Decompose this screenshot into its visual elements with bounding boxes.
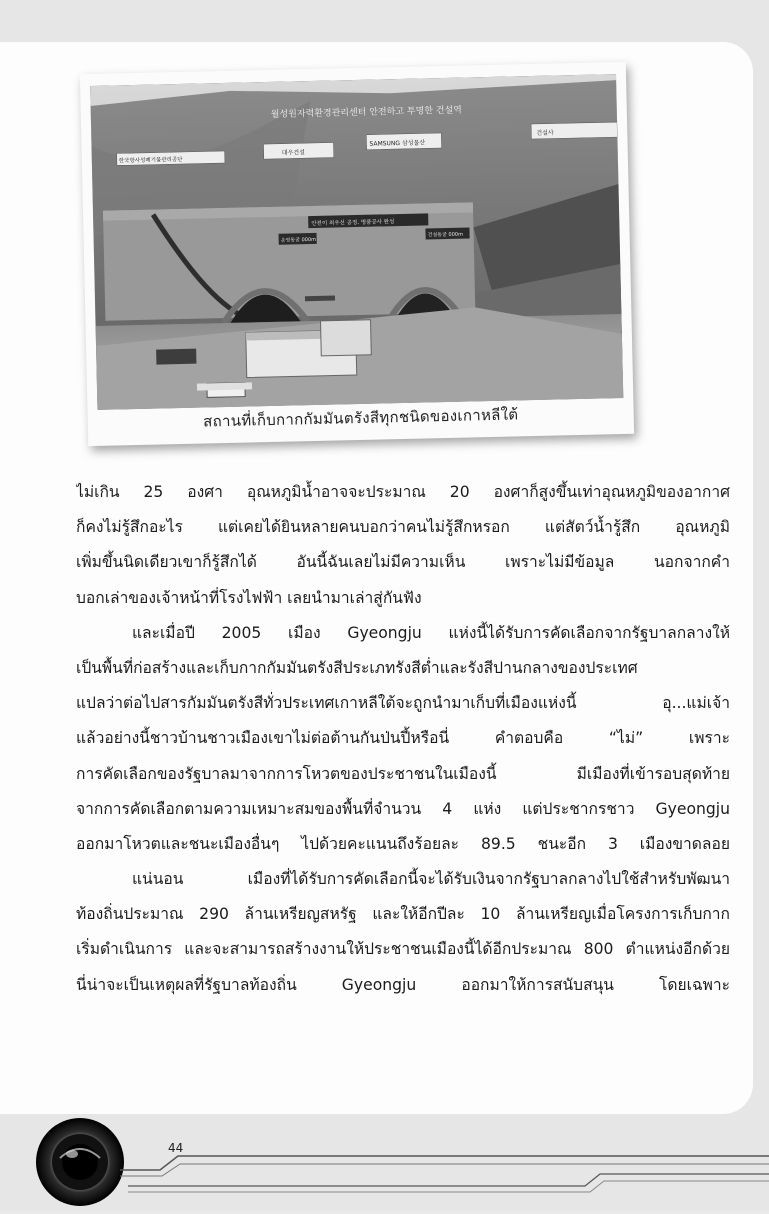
tunnel-photo-illustration <box>90 74 623 410</box>
footer-rule-lines <box>120 1156 769 1192</box>
photo-caption: สถานที่เก็บกากกัมมันตรังสีทุกชนิดของเกาหลีใต้ <box>202 405 519 431</box>
paragraph-1 <box>76 475 730 616</box>
paragraph-3 <box>76 862 730 1003</box>
text-line: แน่นอน เมืองที่ได้รับการคัดเลือกนี้จะได้รับเงินจากรัฐบาลกลางไปใช้สำหรับพัฒนา <box>132 870 730 889</box>
text-line: ไม่เกิน 25 องศา อุณหภูมิน้ำอาจจะประมาณ 20 องศาก็สูงขึ้นเท่าอุณหภูมิของอากาศ <box>76 483 730 501</box>
text-line: แล้วอย่างนี้ชาวบ้านชาวเมืองเขาไม่ต่อต้านกันป่นปี้หรือนี่ คำตอบคือ “ไม่” เพราะ <box>76 729 730 748</box>
footer-decoration <box>0 1110 769 1210</box>
text-line: ก็คงไม่รู้สึกอะไร แต่เคยได้ยินหลายคนบอกว่าคนไม่รู้สึกหรอก แต่สัตว์น้ำรู้สึก อุณหภูมิ <box>76 518 730 537</box>
counter-left-text: 운영동굴 000m <box>280 236 317 244</box>
paragraph-2 <box>76 616 730 862</box>
body-text <box>76 475 730 1003</box>
counter-right-text: 건설동굴 000m <box>427 231 463 239</box>
sign-1-text: 한국방사성폐기물관리공단 <box>118 156 183 165</box>
tunnel-banner-text: 안전이 최우선 공정. 명품공사 완성 <box>311 219 395 228</box>
sign-2-text: 대우건설 <box>281 149 305 157</box>
banner-top-text: 월성원자력환경관리센터 안전하고 투명한 건설역 <box>270 105 463 120</box>
page-footer <box>0 1110 769 1210</box>
text-line: บอกเล่าของเจ้าหน้าที่โรงไฟฟ้า เลยนำมาเล่าสู่กันฟัง <box>76 588 422 607</box>
text-line: เป็นพื้นที่ก่อสร้างและเก็บกากกัมมันตรังสีประเภทรังสีต่ำและรังสีปานกลางของประเทศ <box>76 658 638 677</box>
sign-3-text: SAMSUNG 삼성물산 <box>369 139 426 148</box>
photo-figure <box>80 62 634 446</box>
page-number: 44 <box>168 1141 184 1155</box>
text-line: นี่น่าจะเป็นเหตุผลที่รัฐบาลท้องถิ่น Gyeongju ออกมาให้การสนับสนุน โดยเฉพาะ <box>76 975 730 994</box>
text-line: ท้องถิ่นประมาณ 290 ล้านเหรียญสหรัฐ และให้อีกปีละ 10 ล้านเหรียญเมื่อโครงการเก็บกาก <box>76 905 730 924</box>
text-line: ออกมาโหวตและชนะเมืองอื่นๆ ไปด้วยคะแนนถึงร้อยละ 89.5 ชนะอีก 3 เมืองขาดลอย <box>76 834 730 853</box>
text-line: และเมื่อปี 2005 เมือง Gyeongju แห่งนี้ได้รับการคัดเลือกจากรัฐบาลกลางให้ <box>132 623 730 642</box>
text-line: จากการคัดเลือกตามความเหมาะสมของพื้นที่จำนวน 4 แห่ง แต่ประชากรชาว Gyeongju <box>76 799 730 818</box>
text-line: เพิ่มขึ้นนิดเดียวเขาก็รู้สึกได้ อันนี้ฉันเลยไม่มีความเห็น เพราะไม่มีข้อมูล นอกจากคำ <box>76 553 730 572</box>
tunnel-photo <box>90 74 623 410</box>
text-line: แปลว่าต่อไปสารกัมมันตรังสีทั่วประเทศเกาหลีใต้จะถูกนำมาเก็บที่เมืองแห่งนี้ อุ...แม่เจ้า <box>76 694 730 713</box>
text-line: การคัดเลือกของรัฐบาลมาจากการโหวตของประชาชนในเมืองนี้ มีเมืองที่เข้ารอบสุดท้าย <box>76 764 730 783</box>
eye-emblem-icon <box>36 1118 124 1206</box>
sign-4-text: 건설사 <box>536 129 554 137</box>
text-line: เริ่มดำเนินการ และจะสามารถสร้างงานให้ประชาชนเมืองนี้ได้อีกประมาณ 800 ตำแหน่งอีกด้วย <box>76 940 730 959</box>
